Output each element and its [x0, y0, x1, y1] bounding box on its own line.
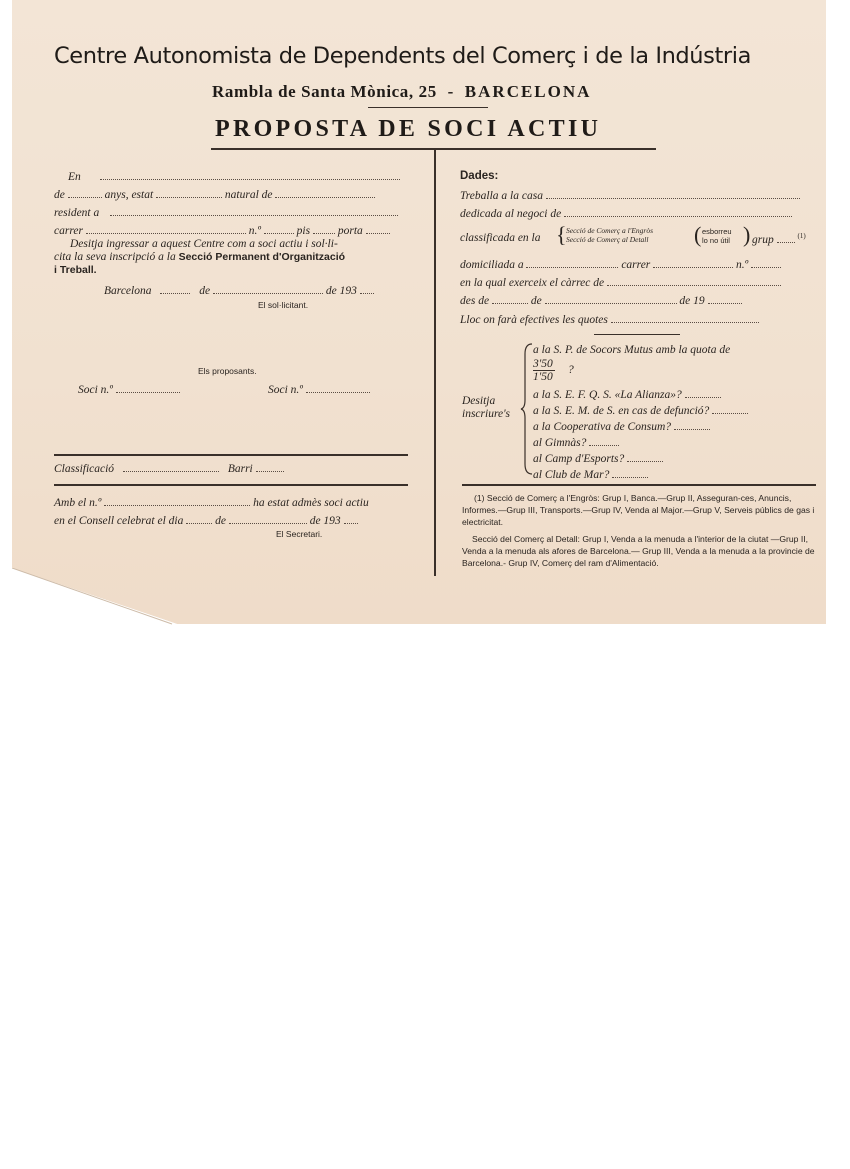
- label-des-month-de: de: [530, 295, 542, 307]
- label-classificada: classificada en la: [460, 232, 541, 244]
- desitja-label: [462, 395, 510, 421]
- address-separator: -: [447, 82, 454, 101]
- input-soci-1[interactable]: [116, 383, 180, 393]
- input-porta[interactable]: [366, 224, 390, 234]
- input-classificacio[interactable]: [123, 462, 219, 472]
- field-address: [54, 224, 390, 237]
- label-pis: pis: [296, 225, 311, 237]
- label-consell-year: de 193: [309, 515, 341, 527]
- quota-3-50[interactable]: 3'50: [533, 358, 553, 370]
- input-pis[interactable]: [313, 224, 335, 234]
- desire-line-2b: Secció Permanent d'Organització: [178, 251, 346, 263]
- input-r-carrer[interactable]: [653, 258, 733, 268]
- solicitant-label: El sol·licitant.: [258, 300, 309, 310]
- label-year: de 193: [325, 285, 357, 297]
- field-soci-2: [268, 383, 370, 396]
- field-dedicada: [460, 207, 792, 220]
- input-carrer[interactable]: [86, 224, 246, 234]
- esborreu-open: (: [694, 222, 702, 247]
- label-lloc: Lloc on farà efectives les quotes: [460, 314, 608, 326]
- field-admes: [54, 496, 369, 509]
- esborreu-close: ): [743, 222, 751, 247]
- input-day[interactable]: [160, 284, 190, 294]
- desire-line-2: [54, 251, 345, 264]
- desitja-2: inscriure's: [462, 408, 511, 420]
- option-engros[interactable]: Secció de Comerç a l'Engròs: [566, 226, 654, 235]
- input-club-mar[interactable]: [612, 468, 648, 478]
- field-classificada: [460, 232, 541, 244]
- field-date: [104, 284, 374, 297]
- label-r-n: n.º: [736, 259, 749, 271]
- secretari-label: El Secretari.: [276, 529, 323, 539]
- input-carrec[interactable]: [607, 276, 781, 286]
- label-r-carrer: carrer: [621, 259, 651, 271]
- input-age[interactable]: [68, 188, 102, 198]
- dades-label: Dades:: [460, 170, 499, 182]
- label-carrec: en la qual exerceix el càrrec de: [460, 277, 605, 289]
- label-natural-de: natural de: [224, 189, 273, 201]
- desire-text: [54, 238, 345, 277]
- address-underline: [368, 107, 488, 108]
- input-consell-day[interactable]: [186, 514, 212, 524]
- org-name: Centre Autonomista de Dependents del Comerç i de la Indústria: [54, 43, 752, 69]
- esborreu-note: [702, 227, 732, 245]
- grup-footnote-mark: (1): [797, 232, 806, 240]
- section-options: [566, 226, 653, 244]
- input-treballa[interactable]: [546, 189, 800, 199]
- right-divider: [462, 484, 816, 486]
- label-consell-de: de: [215, 515, 226, 527]
- label-anys-estat: anys, estat: [104, 189, 154, 201]
- label-consell: en el Consell celebrat el dia: [54, 515, 184, 527]
- option-gimnas: [533, 436, 619, 449]
- desitja-brace: [520, 342, 534, 476]
- input-des-day[interactable]: [492, 294, 528, 304]
- field-lloc: [460, 313, 759, 326]
- label-de19: de 19: [679, 295, 705, 307]
- form-title: PROPOSTA DE SOCI ACTIU: [215, 116, 602, 142]
- quota-question: ?: [568, 364, 574, 376]
- input-domiciliada[interactable]: [526, 258, 618, 268]
- column-divider: [434, 150, 436, 576]
- field-en: [68, 170, 400, 183]
- input-grup[interactable]: [777, 233, 795, 243]
- esborreu-2: lo no útil: [702, 236, 730, 245]
- option-cooperativa: [533, 420, 710, 433]
- input-barri[interactable]: [256, 462, 284, 472]
- label-barcelona: Barcelona: [104, 285, 152, 297]
- input-natural[interactable]: [275, 188, 375, 198]
- label-esports[interactable]: al Camp d'Esports?: [533, 453, 625, 465]
- input-lloc[interactable]: [611, 313, 759, 323]
- option-defuncio: [533, 404, 748, 417]
- input-defuncio[interactable]: [712, 404, 748, 414]
- input-year[interactable]: [360, 284, 374, 294]
- label-socors[interactable]: a la S. P. de Socors Mutus amb la quota de: [533, 344, 731, 356]
- label-admes: ha estat admès soci actiu: [253, 497, 369, 509]
- input-cooperativa[interactable]: [674, 420, 710, 430]
- label-defuncio[interactable]: a la S. E. M. de S. en cas de defunció?: [533, 405, 710, 417]
- input-month[interactable]: [213, 284, 323, 294]
- footnote-detall: Secció del Comerç al Detall: Grup I, Venda a la menuda a l'interior de la ciutat —Grup II, Venda a la menuda als afores de Barcelona.— Grup III, Venda a la menuda a la provincie de Barcelona.- Grup IV, Comerç del ram d'Alimentació.: [462, 534, 815, 568]
- field-grup: [752, 232, 806, 246]
- section-brace: {: [556, 222, 567, 247]
- label-grup: grup: [752, 233, 774, 246]
- input-en[interactable]: [100, 170, 400, 180]
- input-resident[interactable]: [110, 206, 398, 216]
- left-divider-1: [54, 454, 408, 456]
- input-r-n[interactable]: [751, 258, 781, 268]
- folded-corner: [12, 568, 177, 628]
- option-club-mar: [533, 468, 648, 481]
- option-esports: [533, 452, 663, 465]
- option-alianza: [533, 388, 721, 401]
- field-carrec: [460, 276, 781, 289]
- label-alianza[interactable]: a la S. E. F. Q. S. «La Alianza»?: [533, 389, 682, 401]
- label-amb-el-n: Amb el n.º: [54, 497, 102, 509]
- input-des-year[interactable]: [708, 294, 742, 304]
- field-treballa: [460, 189, 800, 202]
- input-gimnas[interactable]: [589, 436, 619, 446]
- label-porta: porta: [337, 225, 363, 237]
- quota-fraction: [533, 358, 555, 383]
- label-n: n.º: [248, 225, 261, 237]
- footnote-engros: (1) Secció de Comerç a l'Engròs: Grup I, Banca.—Grup II, Asseguran-ces, Anuncis, Informes.—Grup III, Transports.—Grup IV, Venda al Major.—Grup V, Serveis públics de gas i electricitat.: [462, 493, 815, 527]
- label-date-de: de: [199, 285, 211, 297]
- left-divider-2: [54, 484, 408, 486]
- field-domiciliada: [460, 258, 781, 271]
- desitja-1: Desitja: [462, 395, 496, 407]
- option-socors: [533, 344, 730, 356]
- label-de: de: [54, 189, 65, 201]
- input-consell-month[interactable]: [229, 514, 307, 524]
- quota-1-50[interactable]: 1'50: [533, 371, 553, 383]
- label-en: En: [68, 171, 81, 183]
- label-carrer: carrer: [54, 225, 83, 237]
- input-alianza[interactable]: [685, 388, 721, 398]
- field-consell: [54, 514, 358, 527]
- label-club-mar[interactable]: al Club de Mar?: [533, 469, 610, 481]
- label-domiciliada: domiciliada a: [460, 259, 524, 271]
- input-soci-number[interactable]: [104, 496, 250, 506]
- input-estat[interactable]: [156, 188, 222, 198]
- input-n[interactable]: [264, 224, 294, 234]
- paper-sheet: [12, 0, 826, 624]
- field-resident: [54, 206, 398, 219]
- field-classificacio: [54, 462, 284, 475]
- field-des-de: [460, 294, 742, 307]
- esborreu-1: esborreu: [702, 227, 732, 236]
- label-dedicada: dedicada al negoci de: [460, 208, 562, 220]
- right-short-rule: [594, 334, 680, 335]
- label-cooperativa[interactable]: a la Cooperativa de Consum?: [533, 421, 671, 433]
- input-dedicada[interactable]: [564, 207, 792, 217]
- desire-line-3: i Treball.: [54, 264, 97, 276]
- label-classificacio: Classificació: [54, 463, 115, 475]
- field-age-status: [54, 188, 375, 201]
- label-resident: resident a: [54, 207, 100, 219]
- label-treballa: Treballa a la casa: [460, 190, 543, 202]
- label-des-de: des de: [460, 295, 490, 307]
- label-gimnas[interactable]: al Gimnàs?: [533, 437, 587, 449]
- proposants-label: Els proposants.: [198, 366, 257, 376]
- desire-line-1: Desitja ingressar a aquest Centre com a soci actiu i sol·li-: [70, 238, 338, 250]
- input-esports[interactable]: [627, 452, 663, 462]
- address-line: [212, 82, 591, 102]
- option-detall[interactable]: Secció de Comerç al Detall: [566, 235, 649, 244]
- input-des-month[interactable]: [545, 294, 677, 304]
- address-city: BARCELONA: [464, 82, 592, 101]
- label-soci-1: Soci n.º: [78, 384, 113, 396]
- field-soci-1: [78, 383, 180, 396]
- input-soci-2[interactable]: [306, 383, 370, 393]
- input-consell-year[interactable]: [344, 514, 358, 524]
- address-street: Rambla de Santa Mònica, 25: [212, 82, 437, 101]
- label-barri: Barri: [227, 463, 253, 475]
- desire-line-2a: cita la seva inscripció a la: [54, 251, 179, 263]
- label-soci-2: Soci n.º: [268, 384, 303, 396]
